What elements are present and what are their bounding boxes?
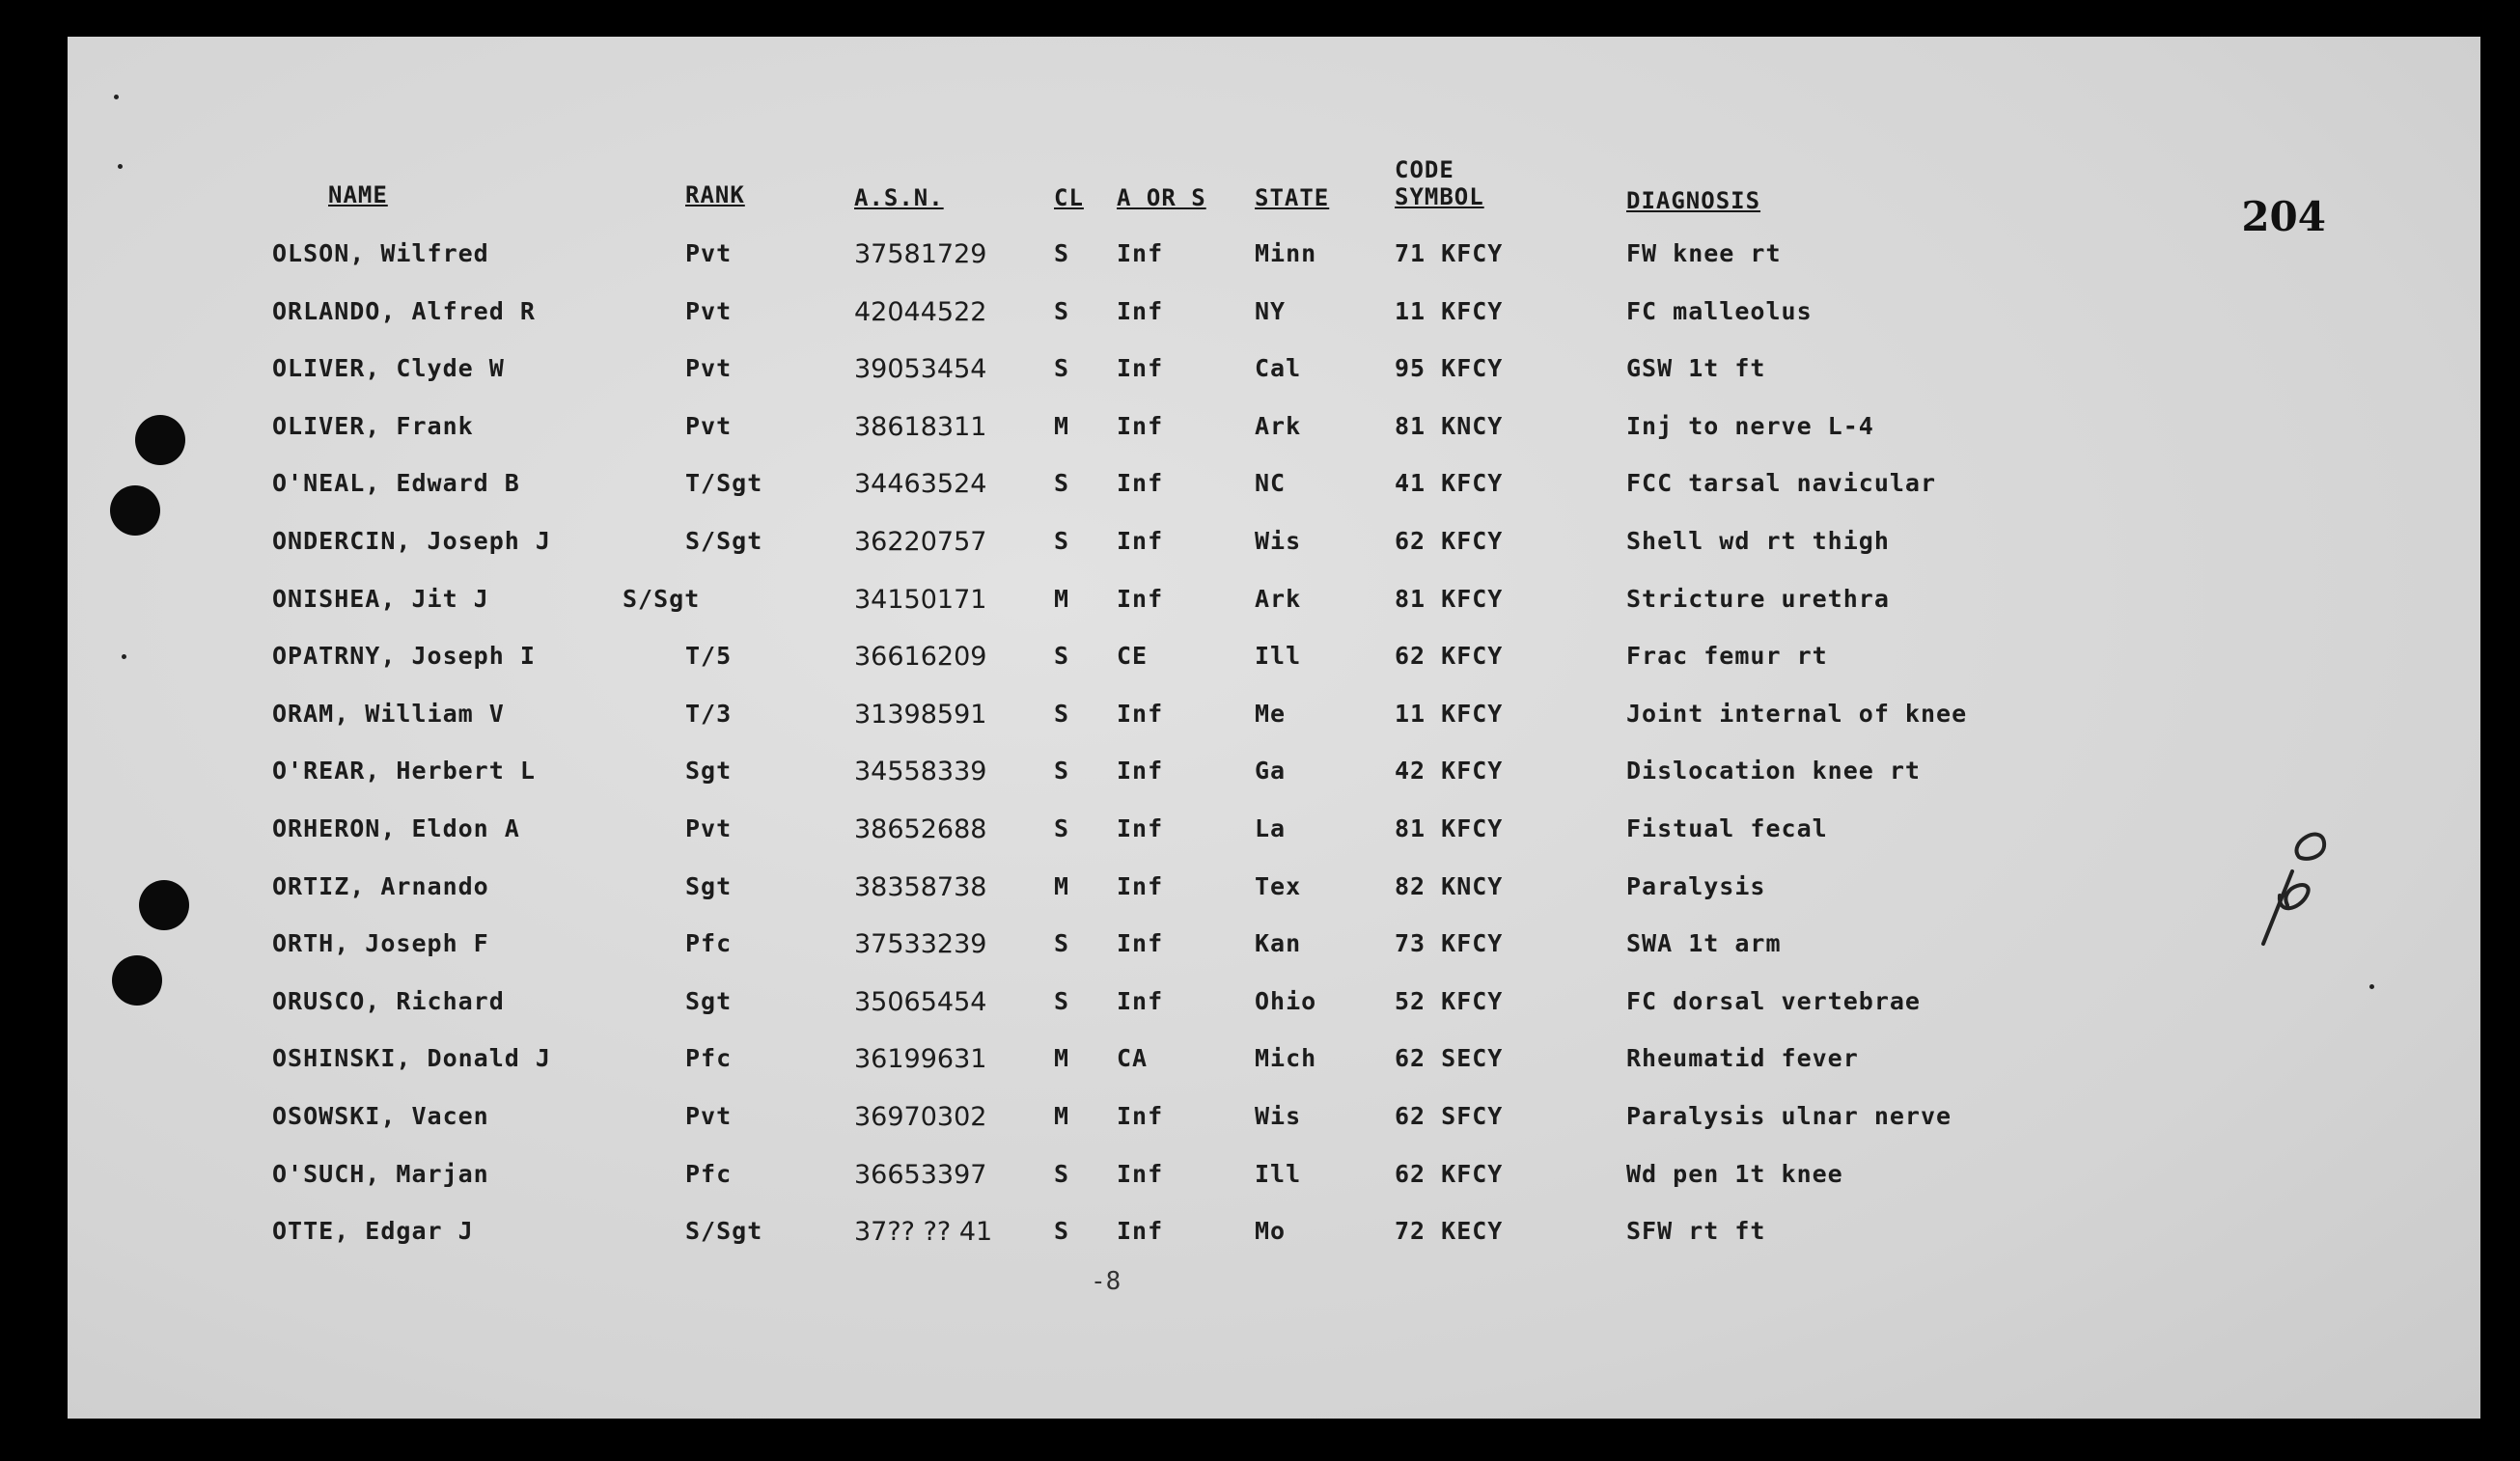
cell-name: ORAM, William V [272,700,505,728]
cell-a-or-s: Inf [1117,239,1164,267]
table-row [68,1102,2480,1141]
cell-state: La [1255,814,1287,842]
cell-asn: 36970302 [854,1102,987,1132]
cell-code: 81 KNCY [1395,412,1504,440]
cell-cl: S [1054,1160,1070,1188]
cell-code: 11 KFCY [1395,700,1504,728]
cell-asn: 34463524 [854,469,987,499]
cell-diagnosis: Paralysis ulnar nerve [1626,1102,1952,1130]
cell-name: OLIVER, Clyde W [272,354,505,382]
cell-a-or-s: Inf [1117,585,1164,613]
cell-asn: 36616209 [854,642,987,672]
cell-a-or-s: Inf [1117,872,1164,900]
table-row [68,354,2480,393]
cell-asn: 38652688 [854,814,987,844]
cell-state: Cal [1255,354,1302,382]
cell-state: Wis [1255,527,1302,555]
table-row [68,757,2480,795]
table-row [68,412,2480,451]
cell-state: Ill [1255,1160,1302,1188]
cell-name: ORUSCO, Richard [272,987,505,1015]
footer-mark: -8 [1091,1267,1122,1296]
cell-a-or-s: Inf [1117,1217,1164,1245]
cell-name: O'REAR, Herbert L [272,757,536,785]
cell-cl: M [1054,585,1070,613]
cell-state: Kan [1255,929,1302,957]
cell-diagnosis: Stricture urethra [1626,585,1890,613]
table-row [68,814,2480,853]
table-row [68,1217,2480,1255]
cell-diagnosis: Shell wd rt thigh [1626,527,1890,555]
cell-a-or-s: Inf [1117,1160,1164,1188]
cell-cl: S [1054,527,1070,555]
cell-code: 42 KFCY [1395,757,1504,785]
cell-code: 11 KFCY [1395,297,1504,325]
cell-cl: S [1054,642,1070,670]
cell-code: 81 KFCY [1395,585,1504,613]
cell-diagnosis: SWA 1t arm [1626,929,1782,957]
header-code-line1: CODE [1395,156,1454,183]
cell-state: Minn [1255,239,1317,267]
cell-rank: T/Sgt [685,469,763,497]
table-row [68,469,2480,508]
cell-name: OLIVER, Frank [272,412,474,440]
table-row [68,239,2480,278]
cell-code: 72 KECY [1395,1217,1504,1245]
page-number: 204 [2241,193,2326,240]
cell-cl: S [1054,239,1070,267]
cell-rank: S/Sgt [623,585,701,613]
cell-cl: S [1054,469,1070,497]
cell-code: 62 KFCY [1395,1160,1504,1188]
header-diagnosis: DIAGNOSIS [1626,187,1761,214]
cell-asn: 38358738 [854,872,987,902]
cell-asn: 31398591 [854,700,987,730]
handwritten-margin-note [2239,780,2355,973]
cell-diagnosis: FCC tarsal navicular [1626,469,1937,497]
cell-cl: S [1054,987,1070,1015]
cell-asn: 34150171 [854,585,987,615]
cell-name: O'SUCH, Marjan [272,1160,489,1188]
cell-code: 41 KFCY [1395,469,1504,497]
cell-a-or-s: Inf [1117,929,1164,957]
table-row [68,297,2480,336]
cell-name: ORHERON, Eldon A [272,814,520,842]
cell-rank: S/Sgt [685,1217,763,1245]
cell-diagnosis: Joint internal of knee [1626,700,1968,728]
cell-cl: S [1054,354,1070,382]
cell-name: O'NEAL, Edward B [272,469,520,497]
cell-a-or-s: Inf [1117,700,1164,728]
cell-rank: Pvt [685,239,733,267]
cell-code: 82 KNCY [1395,872,1504,900]
cell-a-or-s: Inf [1117,1102,1164,1130]
cell-state: Ga [1255,757,1287,785]
cell-asn: 35065454 [854,987,987,1017]
cell-rank: T/5 [685,642,733,670]
cell-name: ONISHEA, Jit J [272,585,489,613]
cell-cl: M [1054,1102,1070,1130]
cell-code: 52 KFCY [1395,987,1504,1015]
cell-diagnosis: Frac femur rt [1626,642,1828,670]
cell-a-or-s: CE [1117,642,1149,670]
cell-cl: M [1054,872,1070,900]
cell-a-or-s: Inf [1117,987,1164,1015]
header-rank: RANK [685,181,745,208]
cell-name: OTTE, Edgar J [272,1217,474,1245]
table-row [68,527,2480,565]
cell-name: ORLANDO, Alfred R [272,297,536,325]
cell-cl: M [1054,1044,1070,1072]
table-row [68,700,2480,738]
cell-rank: Sgt [685,987,733,1015]
header-code-line2: SYMBOL [1395,183,1484,210]
cell-asn: 37533239 [854,929,987,959]
cell-rank: Pvt [685,814,733,842]
cell-rank: Pvt [685,297,733,325]
cell-state: Ill [1255,642,1302,670]
cell-code: 62 KFCY [1395,527,1504,555]
header-asn: A.S.N. [854,184,944,211]
cell-name: ORTH, Joseph F [272,929,489,957]
cell-code: 62 KFCY [1395,642,1504,670]
cell-rank: Pfc [685,1160,733,1188]
table-row [68,1044,2480,1083]
cell-name: ONDERCIN, Joseph J [272,527,551,555]
cell-diagnosis: Paralysis [1626,872,1766,900]
header-a-or-s: A OR S [1117,184,1206,211]
cell-cl: S [1054,814,1070,842]
cell-state: Tex [1255,872,1302,900]
cell-state: Ark [1255,585,1302,613]
cell-asn: 36653397 [854,1160,987,1190]
record-sheet [68,37,2480,1419]
table-row [68,987,2480,1026]
cell-asn: 42044522 [854,297,987,327]
header-cl: CL [1054,184,1084,211]
cell-rank: Sgt [685,872,733,900]
cell-rank: S/Sgt [685,527,763,555]
header-name: NAME [328,181,388,208]
cell-a-or-s: Inf [1117,412,1164,440]
cell-name: OPATRNY, Joseph I [272,642,536,670]
cell-a-or-s: Inf [1117,469,1164,497]
cell-rank: Pvt [685,1102,733,1130]
table-row [68,872,2480,911]
table-row [68,1160,2480,1199]
cell-diagnosis: FC dorsal vertebrae [1626,987,1921,1015]
cell-rank: T/3 [685,700,733,728]
cell-rank: Sgt [685,757,733,785]
cell-state: Mo [1255,1217,1287,1245]
cell-cl: S [1054,757,1070,785]
table-header [68,37,2480,220]
cell-code: 81 KFCY [1395,814,1504,842]
cell-name: OSOWSKI, Vacen [272,1102,489,1130]
cell-asn: 39053454 [854,354,987,384]
cell-code: 73 KFCY [1395,929,1504,957]
cell-asn: 36199631 [854,1044,987,1074]
cell-a-or-s: Inf [1117,814,1164,842]
header-code-symbol [1395,156,1484,210]
cell-state: Ohio [1255,987,1317,1015]
table-row [68,585,2480,623]
cell-diagnosis: Inj to nerve L-4 [1626,412,1874,440]
cell-code: 62 SECY [1395,1044,1504,1072]
cell-diagnosis: Dislocation knee rt [1626,757,1921,785]
cell-asn: 37?? ?? 41 [854,1217,993,1247]
cell-diagnosis: Wd pen 1t knee [1626,1160,1843,1188]
cell-asn: 34558339 [854,757,987,786]
cell-a-or-s: CA [1117,1044,1149,1072]
cell-asn: 38618311 [854,412,987,442]
cell-a-or-s: Inf [1117,527,1164,555]
cell-rank: Pfc [685,1044,733,1072]
header-state: STATE [1255,184,1330,211]
cell-code: 71 KFCY [1395,239,1504,267]
cell-diagnosis: Fistual fecal [1626,814,1828,842]
cell-state: NC [1255,469,1287,497]
cell-state: Ark [1255,412,1302,440]
cell-diagnosis: Rheumatid fever [1626,1044,1859,1072]
table-row [68,929,2480,968]
cell-diagnosis: FC malleolus [1626,297,1813,325]
cell-a-or-s: Inf [1117,757,1164,785]
cell-asn: 37581729 [854,239,987,269]
cell-cl: S [1054,1217,1070,1245]
cell-name: ORTIZ, Arnando [272,872,489,900]
cell-cl: S [1054,700,1070,728]
cell-cl: S [1054,929,1070,957]
cell-rank: Pfc [685,929,733,957]
cell-cl: S [1054,297,1070,325]
cell-code: 95 KFCY [1395,354,1504,382]
cell-diagnosis: SFW rt ft [1626,1217,1766,1245]
cell-name: OLSON, Wilfred [272,239,489,267]
cell-diagnosis: GSW 1t ft [1626,354,1766,382]
cell-a-or-s: Inf [1117,297,1164,325]
cell-state: Me [1255,700,1287,728]
cell-state: Wis [1255,1102,1302,1130]
cell-state: Mich [1255,1044,1317,1072]
cell-code: 62 SFCY [1395,1102,1504,1130]
cell-asn: 36220757 [854,527,987,557]
cell-state: NY [1255,297,1287,325]
cell-cl: M [1054,412,1070,440]
cell-diagnosis: FW knee rt [1626,239,1782,267]
cell-rank: Pvt [685,412,733,440]
cell-a-or-s: Inf [1117,354,1164,382]
table-row [68,642,2480,680]
cell-rank: Pvt [685,354,733,382]
cell-name: OSHINSKI, Donald J [272,1044,551,1072]
